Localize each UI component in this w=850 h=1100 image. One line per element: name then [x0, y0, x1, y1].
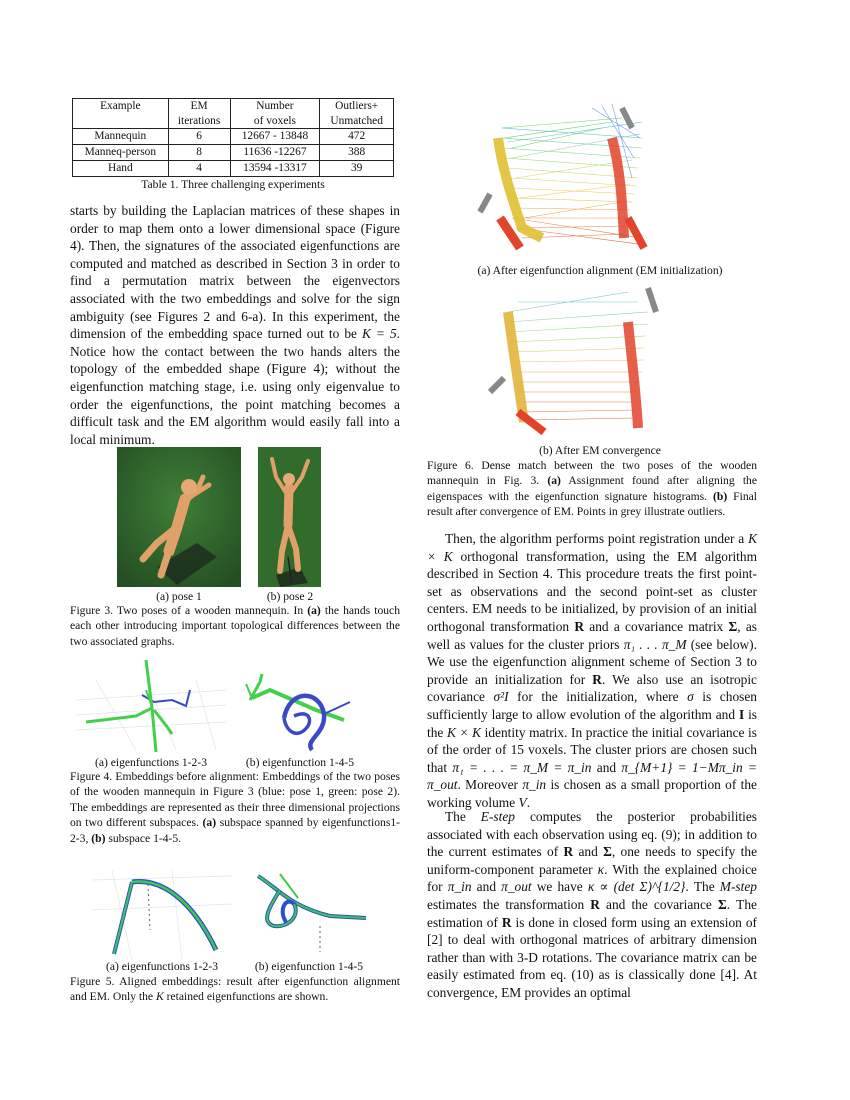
text-run: The — [445, 809, 481, 824]
figure-4b-label: (b) eigenfunction 1-4-5 — [245, 756, 355, 769]
math-bold: R — [501, 914, 512, 930]
math-inline: π₁ = . . . = π_M = π_in — [452, 759, 592, 775]
math-inline: κ ∝ (det Σ)^{1/2} — [587, 879, 686, 895]
table-cell: 472 — [320, 129, 394, 145]
right-body-paragraph-1 — [427, 530, 757, 812]
text-run: and — [591, 759, 622, 775]
figure-6a-label: (a) After eigenfunction alignment (EM initialization) — [477, 264, 723, 277]
text-run: we have — [531, 879, 588, 895]
text-run: , one needs to specify the uniform-component parameter — [427, 844, 758, 877]
caption-text: subspace 1-4-5. — [105, 831, 182, 845]
figure-4-caption — [70, 769, 400, 846]
text-run: . — [526, 794, 531, 810]
math-inline: K × K — [427, 531, 757, 564]
table-row — [73, 144, 394, 160]
figure-5-caption — [70, 974, 400, 1005]
text-run: iterations — [177, 114, 221, 127]
figure-3b-label: (b) pose 2 — [266, 590, 314, 603]
text-run: . Moreover — [457, 777, 523, 793]
math-bold: R — [592, 671, 602, 687]
caption-text: Final result after convergence of EM. Points in grey illustrate outliers. — [427, 489, 757, 519]
math-inline: V — [518, 794, 527, 810]
caption-text: Figure 5. Aligned embeddings: result after eigenfunction alignment and EM. Only the — [70, 975, 400, 1004]
table-cell: Mannequin — [73, 129, 169, 145]
math-inline: E-step — [480, 809, 515, 824]
text-run: . We also use an isotropic covariance — [427, 671, 757, 705]
math-inline: K = 5 — [361, 326, 397, 342]
table-row — [73, 129, 394, 145]
table-cell: 4 — [168, 160, 230, 176]
figure-3b-photo — [258, 447, 321, 587]
table-header-row — [73, 99, 394, 129]
math-bold: I — [738, 706, 745, 722]
text-run: . Notice how the contact between the two hands alters the topology of the embedded shape (Figure 4); without the eigenfunction matching stage, i.e. using only eigenvalue to order the eigenfunctions, the point matching becomes a difficult task and the EM algorithm would easily fall into a local minimum. — [70, 326, 401, 447]
figure-6b-label: (b) After EM convergence — [539, 444, 661, 457]
text-run: and a covariance matrix — [584, 618, 729, 634]
text-run: Number — [256, 100, 294, 112]
math-inline: σ²I — [493, 689, 509, 705]
text-run: estimates the transformation — [427, 896, 591, 912]
text-run: . With the explained choice for — [427, 861, 757, 895]
figure-6a-plot — [472, 98, 672, 258]
math-bold: R — [563, 844, 574, 860]
text-run: of voxels — [253, 114, 296, 127]
text-run: is the — [427, 706, 757, 740]
text-run: Example — [100, 100, 141, 112]
math-inline: π_{M+1} = 1−Mπ_in = π_out — [427, 759, 757, 793]
math-inline: K × K — [446, 724, 482, 740]
text-run: . The estimation of — [427, 896, 757, 930]
caption-ref: (b) — [713, 489, 728, 503]
text-run: computes the posterior probabilities associated with each observation using eq. (9); in addition to the current estimates of — [427, 809, 758, 860]
math-bold: Σ — [728, 618, 738, 634]
text-run: (see below). We use the eigenfunction alignment scheme of Section 3 to provide an initialization for — [427, 636, 757, 687]
figure-5a-plot — [92, 870, 232, 960]
math-inline: π_in — [447, 879, 472, 895]
figure-3a-label: (a) pose 1 — [156, 590, 202, 603]
figure-5a-label: (a) eigenfunctions 1-2-3 — [105, 960, 219, 973]
text-run: Then, the algorithm performs point registration under a — [445, 531, 749, 546]
math-inline: K — [155, 990, 164, 1004]
text-run: for the initialization, where — [508, 689, 688, 705]
caption-ref: (a) — [547, 474, 561, 488]
right-body-paragraph-2 — [427, 808, 757, 1002]
table-header-cell — [230, 99, 320, 129]
math-inline: π_in — [522, 777, 547, 793]
table-header-cell — [168, 99, 230, 129]
table-cell: 11636 -12267 — [230, 144, 320, 160]
math-bold: R — [574, 618, 585, 634]
text-run: identity matrix. In practice the initial covariance is of the order of 15 voxels. The cluster priors are chosen such that — [427, 724, 757, 775]
text-run: Unmatched — [330, 114, 383, 127]
math-bold: Σ — [603, 844, 612, 860]
text-run: and the covariance — [599, 896, 718, 912]
text-run: is chosen sufficiently large to allow evolution of the algorithm and — [427, 689, 757, 722]
caption-ref: (a) — [202, 816, 217, 830]
math-bold: Σ — [717, 896, 727, 912]
left-body-paragraph — [70, 202, 400, 448]
math-inline: σ — [687, 689, 694, 705]
text-run: starts by building the Laplacian matrices of these shapes in order to map them onto a lower dimensional space (Figure 4). Then, the signatures of the associated eigenfunctions are computed and matched as described in Section 3 in order to find a permutation matrix between the eigenvectors associated with the two embeddings and solve for the sign ambiguity (see Figures 2 and 6-a). In this experiment, the dimension of the embedding space turned out to be — [70, 203, 400, 342]
table-1-caption: Table 1. Three challenging experiments — [141, 178, 325, 191]
caption-text: Figure 6. Dense match between the two poses of the wooden mannequin in Fig. 3. — [427, 459, 757, 488]
text-run: Outliers+ — [335, 100, 379, 112]
caption-text: retained eigenfunctions are shown. — [163, 990, 329, 1004]
figure-6-caption — [427, 458, 757, 520]
math-bold: R — [590, 896, 600, 912]
figure-3-caption — [70, 603, 400, 649]
table-row — [73, 160, 394, 176]
figure-4a-label: (a) eigenfunctions 1-2-3 — [94, 756, 208, 769]
text-run: , as well as values for the cluster priors — [427, 618, 758, 652]
table-cell: 39 — [320, 160, 394, 176]
figure-5b-plot — [250, 866, 370, 958]
caption-text: Figure 3. Two poses of a wooden mannequin. In — [70, 604, 308, 617]
table-cell: 8 — [168, 144, 230, 160]
table-cell: Hand — [73, 160, 169, 176]
text-run: EM — [190, 100, 208, 112]
text-run: and — [573, 844, 604, 860]
table-cell: 13594 -13317 — [230, 160, 320, 176]
caption-text: the hands touch each other introducing important topological differences between the two associated graphs. — [70, 604, 400, 648]
table-header-cell — [73, 99, 169, 129]
table-1 — [72, 98, 394, 177]
text-run: is chosen as a small proportion of the working volume — [427, 777, 757, 810]
caption-text: Assignment found after aligning the eigenspaces with the eigenfunction signature histograms. — [427, 474, 757, 503]
table-cell: 388 — [320, 144, 394, 160]
table-cell: 6 — [168, 129, 230, 145]
figure-6b-plot — [478, 282, 672, 442]
table-header-cell — [320, 99, 394, 129]
text-run: . The — [685, 879, 720, 895]
figure-4a-plot — [76, 660, 226, 755]
text-run: orthogonal transformation, using the EM algorithm described in Section 4. This procedure treats the first point-set as observations and the second point-set as cluster centers. EM needs to be initialized, by provision of an initial orthogonal transformation — [427, 548, 757, 634]
figure-3a-photo — [117, 447, 241, 587]
math-inline: M-step — [719, 879, 757, 895]
table-cell: 12667 - 13848 — [230, 129, 320, 145]
figure-5b-label: (b) eigenfunction 1-4-5 — [254, 960, 364, 973]
math-inline: κ — [597, 861, 605, 877]
caption-text: subspace spanned by eigenfunctions1-2-3, — [70, 816, 400, 845]
caption-ref: (a) — [307, 604, 321, 617]
caption-ref: (b) — [91, 831, 106, 845]
table-cell: Manneq-person — [73, 144, 169, 160]
math-inline: π₁ . . . π_M — [623, 636, 687, 652]
text-run: and — [471, 879, 502, 895]
caption-text: Figure 4. Embeddings before alignment: Embeddings of the two poses of the wooden mannequin in Figure 3 (blue: pose 1, green: pose 2). The embeddings are represented as their three dimensional projections on two different subspaces. — [70, 770, 400, 830]
math-inline: π_out — [501, 879, 532, 895]
figure-4b-plot — [240, 670, 360, 755]
text-run: is done in closed form using an extension of [2] to deal with orthogonal matrices of arbitrary dimension rather than with 3-D rotations. The covariance matrix can be easily estimated from eq. (10) as is classically done [4]. At convergence, EM provides an optimal — [427, 914, 757, 1000]
